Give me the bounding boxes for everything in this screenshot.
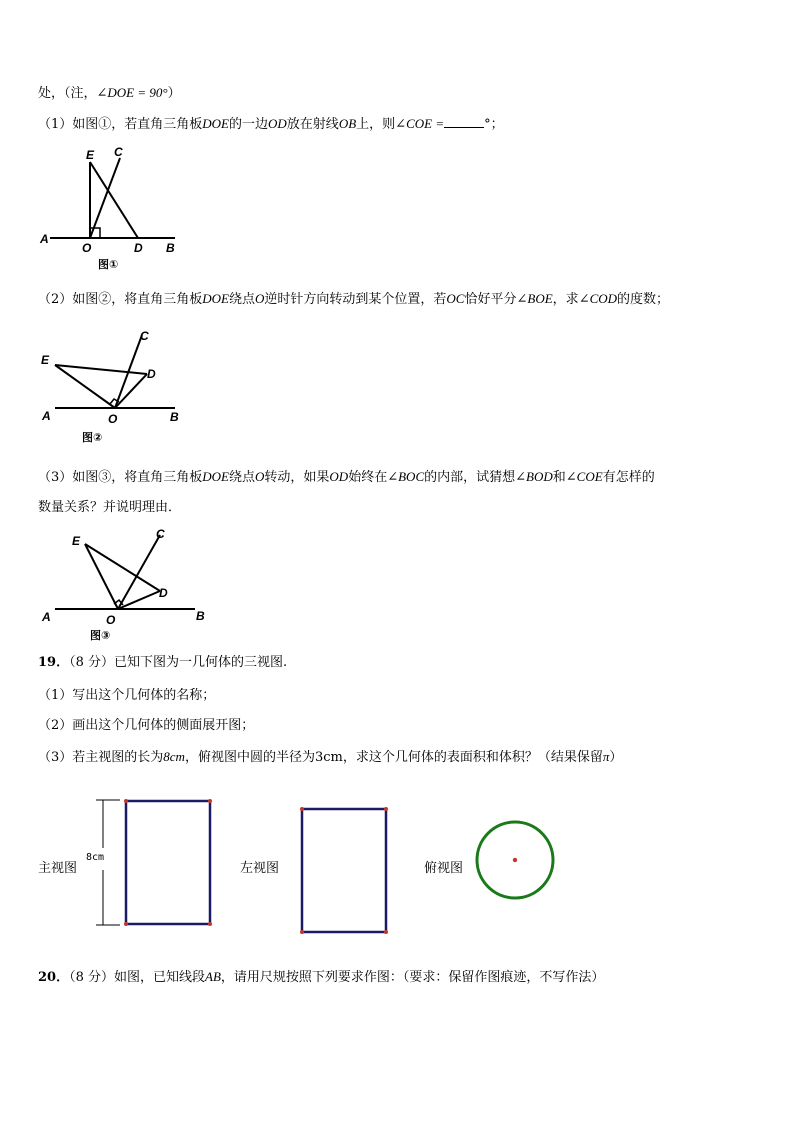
- label-o: O: [82, 241, 92, 255]
- figure-2: [30, 320, 200, 450]
- text: 放在射线: [286, 117, 339, 132]
- question-stem: （8 分）已知下图为一几何体的三视图.: [69, 655, 288, 670]
- math: π: [602, 749, 610, 764]
- text: 上，则: [356, 117, 396, 132]
- label-c: C: [114, 145, 123, 159]
- label-e: E: [72, 534, 81, 548]
- label-e: E: [41, 353, 50, 367]
- label-o: O: [108, 412, 118, 426]
- figure-3: [30, 525, 220, 645]
- dimension-label: 8cm: [86, 852, 105, 863]
- circle-center: [513, 858, 517, 862]
- caption: 图②: [82, 431, 103, 444]
- ray-oc: [118, 535, 160, 609]
- math: DOE: [202, 469, 229, 484]
- front-view-label: 主视图: [38, 861, 78, 876]
- answer-blank: [444, 115, 484, 128]
- text: （2）如图②，将直角三角板: [38, 292, 203, 307]
- front-view-rect: [126, 801, 210, 924]
- math: ∠COE: [565, 469, 603, 484]
- q19-part2: （2）画出这个几何体的侧面展开图；: [38, 718, 255, 733]
- math: OC: [446, 291, 465, 306]
- text: 和: [552, 470, 566, 485]
- label-o: O: [106, 613, 116, 627]
- math: DOE: [202, 116, 229, 131]
- side-view-vertices: [300, 807, 388, 934]
- label-d: D: [159, 586, 168, 600]
- text: °；: [484, 117, 504, 132]
- label-b: B: [170, 410, 179, 424]
- question-number: 20．: [38, 970, 70, 985]
- text: ，求: [552, 292, 579, 307]
- text: 的一边: [229, 117, 269, 132]
- front-view-vertices: [124, 799, 212, 926]
- side-ed: [55, 365, 147, 374]
- text: ，请用尺规按照下列要求作图：（要求：保留作图痕迹，不写作法）: [220, 970, 605, 985]
- text: 的度数；: [617, 292, 670, 307]
- question-number: 19．: [38, 655, 70, 670]
- side-od: [118, 591, 160, 609]
- label-a: A: [42, 409, 51, 423]
- q20-title: [38, 968, 604, 987]
- text: 逆时针方向转动到某个位置，若: [264, 292, 447, 307]
- q18-part3-cont: 数量关系？并说明理由．: [38, 500, 182, 515]
- text: （3）如图③，将直角三角板: [38, 470, 203, 485]
- text: （1）如图①，若直角三角板: [38, 117, 203, 132]
- top-view-label: 俯视图: [424, 861, 464, 876]
- text: （3）若主视图的长为: [38, 750, 164, 765]
- text: ）: [609, 750, 623, 765]
- q18-part2: [38, 290, 669, 309]
- label-d: D: [134, 241, 143, 255]
- text: 恰好平分: [464, 292, 517, 307]
- math: ∠COE =: [395, 116, 445, 131]
- side-view-rect: [302, 809, 386, 932]
- side-view-label: 左视图: [240, 861, 280, 876]
- math: ∠BOE: [516, 291, 553, 306]
- math: ∠BOD: [515, 469, 553, 484]
- math: 8cm: [163, 749, 185, 764]
- math: O: [255, 291, 265, 306]
- q19-title: [38, 654, 287, 672]
- math: ∠BOC: [387, 469, 425, 484]
- math: DOE: [202, 291, 229, 306]
- text: 有怎样的: [602, 470, 655, 485]
- text: 转动，如果: [264, 470, 330, 485]
- side-od: [115, 374, 147, 408]
- label-c: C: [140, 329, 149, 343]
- caption: 图③: [90, 629, 111, 642]
- math: AB: [205, 969, 221, 984]
- text: 的内部，试猜想: [424, 470, 516, 485]
- label-a: A: [42, 610, 51, 624]
- label-c: C: [156, 527, 165, 541]
- dimension-line: [96, 800, 120, 925]
- intro-text: 处，（注，: [38, 86, 97, 101]
- math: 3cm: [314, 750, 343, 765]
- q19-part3: [38, 748, 622, 767]
- text: 始终在: [348, 470, 388, 485]
- label-a: A: [40, 232, 49, 246]
- intro-close: ）: [167, 86, 181, 101]
- side-oe: [55, 365, 115, 408]
- math: OB: [338, 116, 357, 131]
- text: 绕点: [229, 292, 256, 307]
- label-e: E: [86, 148, 95, 162]
- intro-angle: ∠DOE = 90°: [96, 85, 168, 100]
- caption: 图①: [98, 258, 119, 271]
- label-b: B: [196, 609, 205, 623]
- figure-1: [30, 140, 190, 275]
- intro-line: [38, 84, 181, 103]
- math: O: [255, 469, 265, 484]
- text: ，俯视图中圆的半径为: [184, 750, 315, 765]
- math: OD: [329, 469, 349, 484]
- text: ，求这个几何体的表面积和体积？（结果保留: [342, 750, 603, 765]
- text: （8 分）如图，已知线段: [69, 970, 205, 985]
- text: 绕点: [229, 470, 256, 485]
- label-b: B: [166, 241, 175, 255]
- math: ∠COD: [578, 291, 618, 306]
- three-views: [0, 790, 600, 950]
- label-d: D: [147, 367, 156, 381]
- q19-part1: （1）写出这个几何体的名称；: [38, 688, 216, 703]
- math: OD: [268, 116, 287, 131]
- q18-part1: [38, 115, 504, 134]
- q18-part3: [38, 468, 655, 487]
